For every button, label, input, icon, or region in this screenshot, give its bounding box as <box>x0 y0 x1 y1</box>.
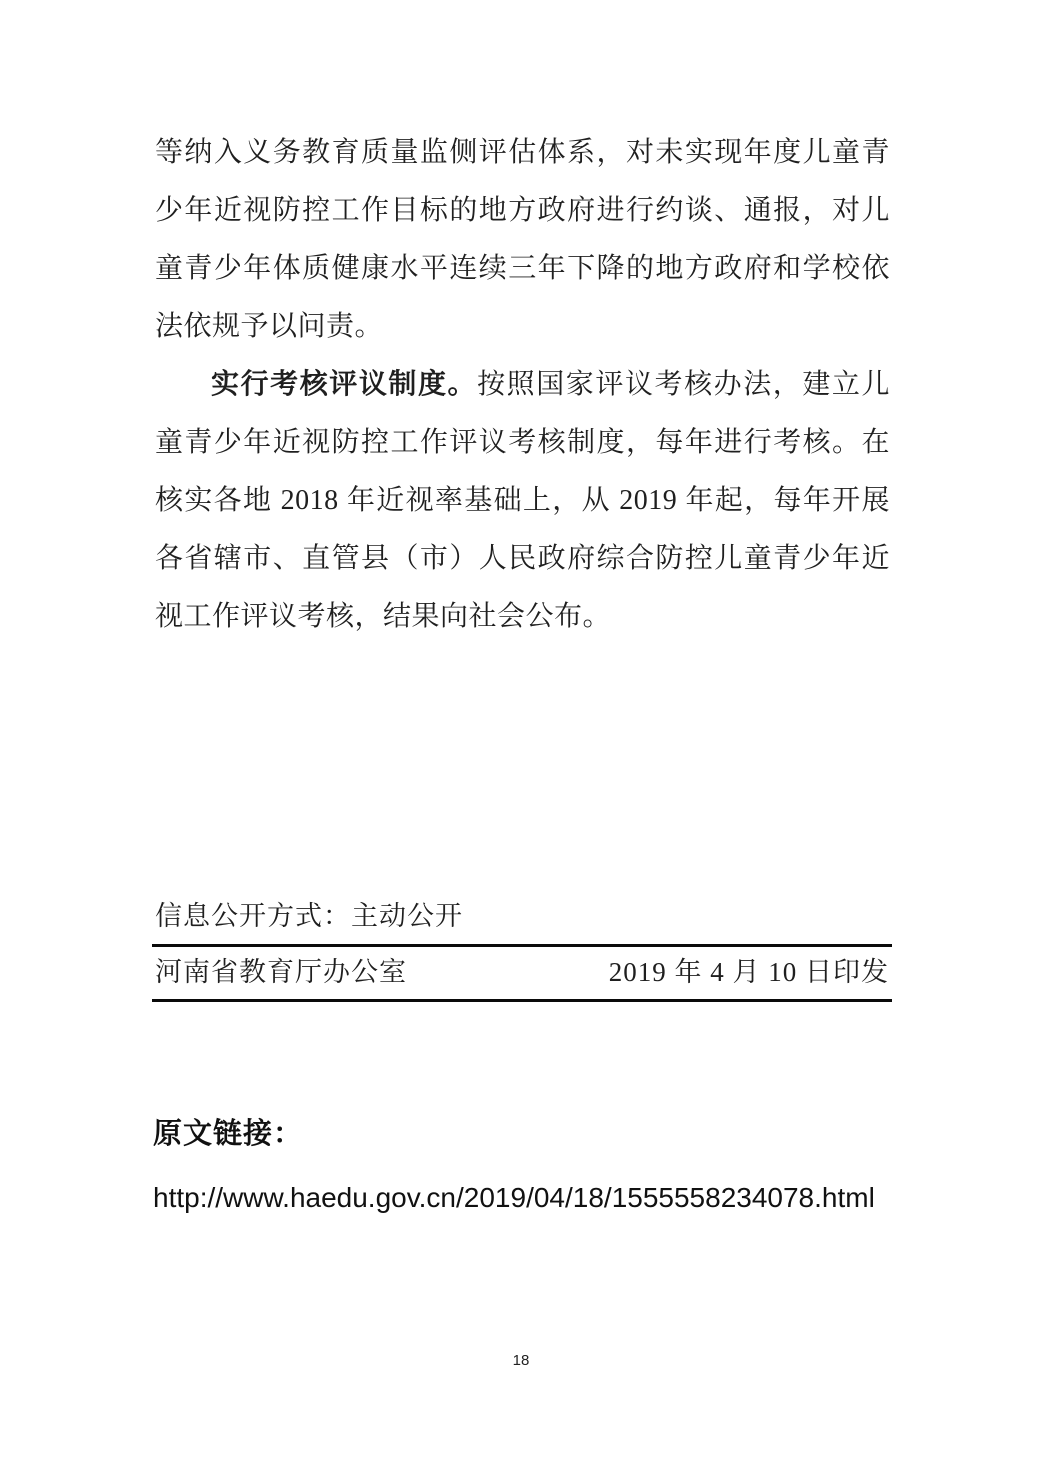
original-link-section <box>153 1112 893 1218</box>
disclosure-method-line: 信息公开方式：主动公开 <box>155 901 463 931</box>
issuer-row <box>152 947 892 999</box>
body-paragraph-2 <box>155 356 890 646</box>
original-link-url[interactable]: http://www.haedu.gov.cn/2019/04/18/1555558234078.html <box>153 1182 875 1213</box>
print-date: 2019 年 4 月 10 日印发 <box>608 957 889 987</box>
issuer-office: 河南省教育厅办公室 <box>155 957 407 987</box>
document-body <box>155 124 890 646</box>
paragraph-2-bold-lead: 实行考核评议制度。 <box>211 369 478 400</box>
disclosure-info-block <box>152 895 892 1002</box>
paragraph-2-text: 按照国家评议考核办法，建立儿童青少年近视防控工作评议考核制度，每年进行考核。在核实各地 2018 年近视率基础上，从 2019 年起，每年开展各省辖市、直管县（市）人民政府综合防控儿童青少年近视工作评议考核，结果向社会公布。 <box>155 369 890 632</box>
original-link-label: 原文链接： <box>153 1118 304 1150</box>
divider-rule-bottom <box>152 999 892 1002</box>
body-paragraph-1: 等纳入义务教育质量监侧评估体系，对未实现年度儿童青少年近视防控工作目标的地方政府进行约谈、通报，对儿童青少年体质健康水平连续三年下降的地方政府和学校依法依规予以问责。 <box>155 137 890 342</box>
page-number: 18 <box>512 1352 530 1369</box>
